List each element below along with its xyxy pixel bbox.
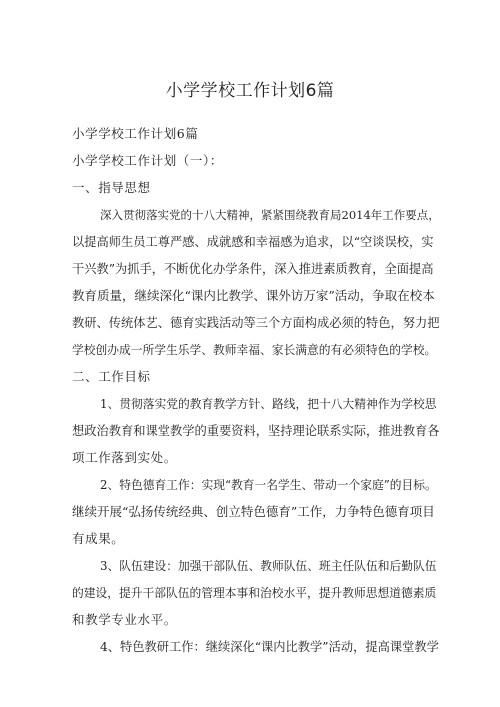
paragraph-line: 学校创办成一所学生乐学、教师幸福、家长满意的有必须特色的学校。 — [72, 343, 437, 357]
paragraph-line: 深入贯彻落实党的十八大精神，紧紧围绕教育局2014年工作要点， — [100, 208, 440, 222]
document-title: 小学学校工作计划6篇 — [165, 81, 335, 101]
paragraph-line: 和教学专业水平。 — [72, 612, 177, 627]
section-heading: 一、指导思想 — [72, 180, 151, 195]
paragraph-line: 想政治教育和课堂教学的重要资料，坚持理论联系实际，推进教育各 — [72, 424, 440, 438]
paragraph-line: 的建设，提升干部队伍的管理本事和治校水平，提升教师思想道德素质 — [72, 586, 437, 600]
paragraph-line: 干兴教”为抓手，不断优化办学条件，深入推进素质教育，全面提高 — [72, 262, 434, 276]
paragraph-line: 小学学校工作计划（一）： — [72, 153, 223, 168]
section-heading: 二、工作目标 — [72, 369, 151, 384]
paragraph-line: 2、特色德育工作：实现“教育一名学生、带动一个家庭”的目标。 — [100, 478, 437, 492]
paragraph-line: 有成果。 — [72, 531, 125, 546]
paragraph-line: 4、特色教研工作：继续深化“课内比教学”活动，提高课堂教学 — [100, 640, 439, 654]
paragraph-line: 以提高师生员工尊严感、成就感和幸福感为追求，以“空谈误校，实 — [72, 235, 434, 249]
paragraph-line: 3、队伍建设：加强干部队伍、教师队伍、班主任队伍和后勤队伍 — [100, 559, 437, 573]
paragraph-line: 项工作落到实处。 — [72, 450, 177, 465]
paragraph-line: 教研、传统体艺、德育实践活动等三个方面构成必须的特色，努力把 — [72, 316, 440, 330]
paragraph-line: 1、贯彻落实党的教育教学方针、路线，把十八大精神作为学校思 — [100, 397, 437, 411]
paragraph-line: 继续开展“弘扬传统经典、创立特色德育”工作，力争特色德育项目 — [72, 504, 435, 519]
paragraph-line: 教育质量，继续深化“课内比教学、课外访万家”活动，争取在校本 — [72, 288, 435, 303]
paragraph-line: 小学学校工作计划6篇 — [72, 126, 199, 141]
